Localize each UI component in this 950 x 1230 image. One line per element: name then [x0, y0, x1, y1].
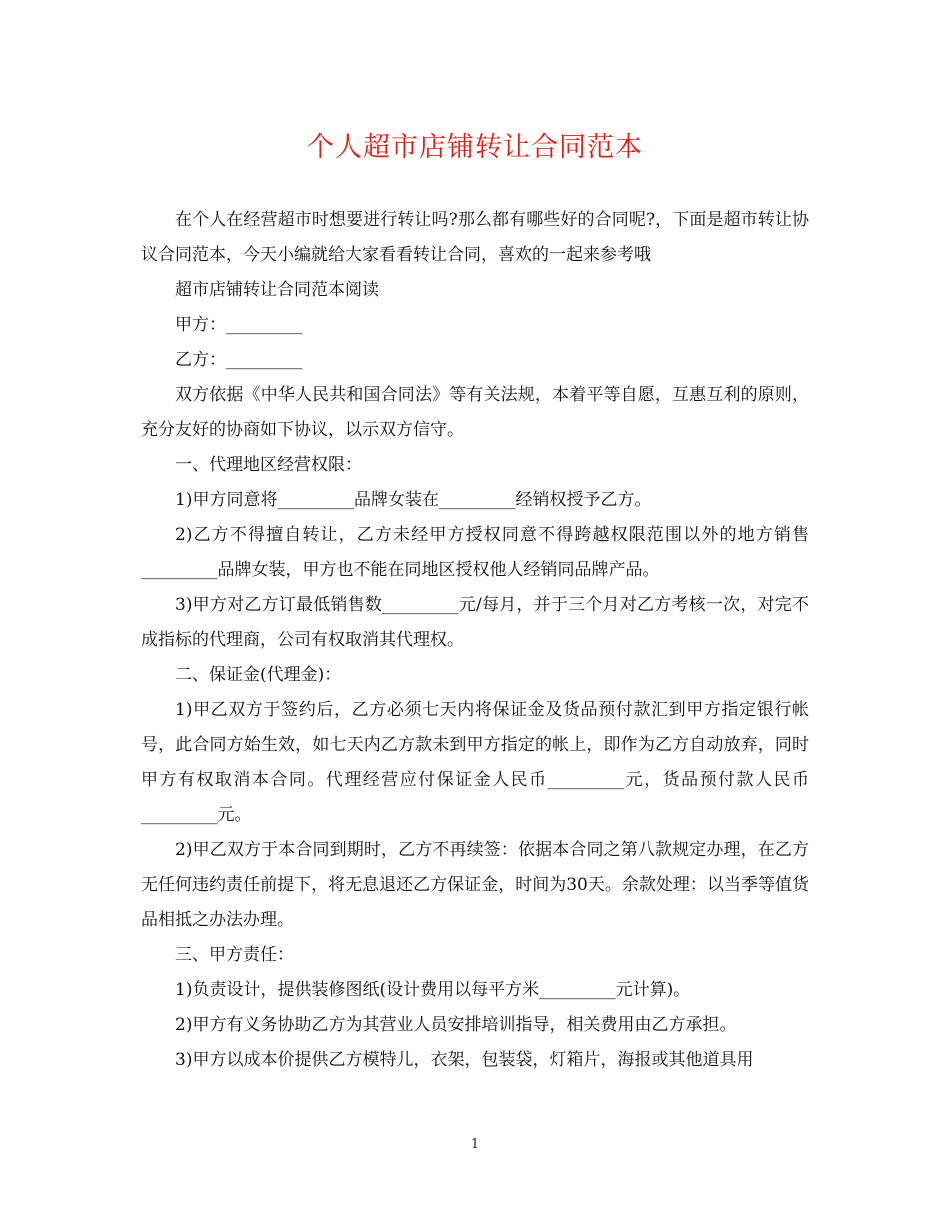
section-heading-2: 二、保证金(代理金)：	[175, 665, 342, 685]
page-number: 1	[470, 1137, 480, 1152]
section-heading-3: 三、甲方责任：	[175, 945, 294, 965]
clause-2-1: 1)甲乙双方于签约后，乙方必须七天内将保证金及货品预付款汇到甲方指定银行帐号，此合同方始生效，如七天内乙方款未到甲方指定的帐上，即作为乙方自动放弃，同时甲方有权取消本合同。代理经营应付保证金人民币_________元，货品预付款人民币_________元。	[141, 700, 809, 825]
party-a-line: 甲方：_________	[175, 315, 303, 335]
clause-1-1: 1)甲方同意将_________品牌女装在_________经销权授予乙方。	[175, 490, 652, 510]
clause-2-2: 2)甲乙双方于本合同到期时，乙方不再续签：依据本合同之第八款规定办理，在乙方无任何违约责任前提下，将无息退还乙方保证金，时间为30天。余款处理：以当季等值货品相抵之办法办理。	[141, 840, 809, 930]
clause-3-2: 2)甲方有义务协助乙方为其营业人员安排培训指导，相关费用由乙方承担。	[175, 1015, 737, 1035]
clause-3-1: 1)负责设计，提供装修图纸(设计费用以每平方米_________元计算)。	[175, 980, 691, 1000]
section-heading-1: 一、代理地区经营权限：	[175, 455, 362, 475]
clause-3-3: 3)甲方以成本价提供乙方模特儿，衣架，包装袋，灯箱片，海报或其他道具用	[175, 1050, 754, 1070]
clause-1-2: 2)乙方不得擅自转让，乙方未经甲方授权同意不得跨越权限范围以外的地方销售_________品牌女装，甲方也不能在同地区授权他人经销同品牌产品。	[141, 525, 809, 580]
agreement-basis-paragraph: 双方依据《中华人民共和国合同法》等有关法规，本着平等自愿，互惠互利的原则，充分友好的协商如下协议，以示双方信守。	[141, 385, 809, 440]
document-body	[141, 203, 809, 1078]
party-b-line: 乙方：_________	[175, 350, 303, 370]
clause-1-3: 3)甲方对乙方订最低销售数_________元/每月，并于三个月对乙方考核一次，对完不成指标的代理商，公司有权取消其代理权。	[141, 595, 809, 650]
intro-paragraph: 在个人在经营超市时想要进行转让吗?那么都有哪些好的合同呢?，下面是超市转让协议合同范本，今天小编就给大家看看转让合同，喜欢的一起来参考哦	[141, 210, 809, 265]
subtitle-paragraph: 超市店铺转让合同范本阅读	[175, 280, 379, 300]
document-title: 个人超市店铺转让合同范本	[307, 132, 643, 163]
